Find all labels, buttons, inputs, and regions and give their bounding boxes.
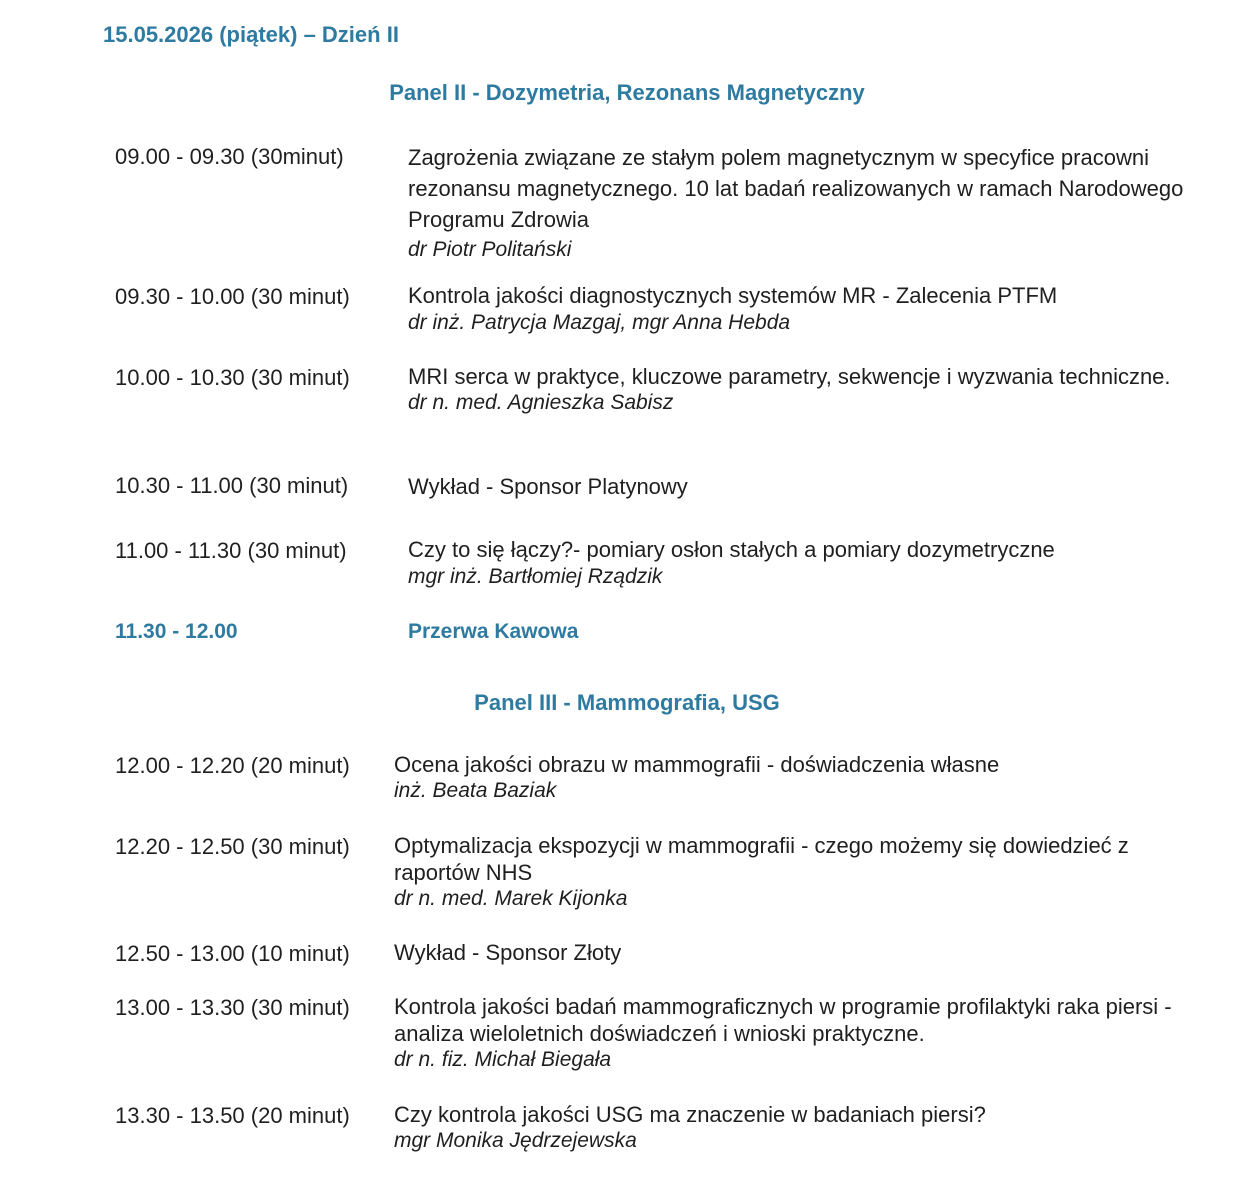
session-content [394, 1101, 1202, 1153]
session-time: 13.00 - 13.30 (30 minut) [115, 995, 350, 1020]
session-time: 11.00 - 11.30 (30 minut) [115, 538, 347, 563]
session-speaker: dr inż. Patrycja Mazgaj, mgr Anna Hebda [408, 311, 791, 334]
session-time: 13.30 - 13.50 (20 minut) [115, 1103, 350, 1128]
session-content [394, 939, 1202, 966]
session-content [394, 993, 1202, 1072]
panel-2-title: Panel II - Dozymetria, Rezonans Magnetyczny [389, 80, 865, 105]
session-content [394, 751, 1202, 803]
session-time: 12.50 - 13.00 (10 minut) [115, 941, 350, 966]
session-title: Ocena jakości obrazu w mammografii - doświadczenia własne [394, 752, 1000, 777]
session-content [408, 282, 1202, 336]
session-speaker: dr n. fiz. Michał Biegała [394, 1048, 612, 1071]
session-content [408, 363, 1202, 416]
session-title: Wykład - Sponsor Platynowy [408, 474, 688, 499]
session-time: 09.00 - 09.30 (30minut) [115, 144, 344, 169]
session-title: Kontrola jakości badań mammograficznych w programie profilaktyki raka piersi - analiza wieloletnich doświadczeń i wnioski praktyczne. [394, 994, 1172, 1046]
session-speaker: inż. Beata Baziak [394, 779, 557, 802]
session-speaker: mgr Monika Jędrzejewska [394, 1129, 637, 1152]
coffee-break-time: 11.30 - 12.00 [115, 620, 238, 643]
session-speaker: dr n. med. Marek Kijonka [394, 887, 628, 910]
session-content [408, 536, 1202, 590]
coffee-break-content [408, 617, 1202, 647]
session-content [394, 832, 1202, 911]
session-time: 10.30 - 11.00 (30 minut) [115, 473, 349, 498]
session-speaker: dr Piotr Politański [408, 238, 572, 261]
session-title: Wykład - Sponsor Złoty [394, 940, 622, 965]
session-content [408, 471, 1202, 502]
session-time: 09.30 - 10.00 (30 minut) [115, 284, 350, 309]
day-heading: 15.05.2026 (piątek) – Dzień II [103, 22, 399, 47]
session-title: Optymalizacja ekspozycji w mammografii - czego możemy się dowiedzieć z raportów NHS [394, 833, 1129, 885]
session-title: MRI serca w praktyce, kluczowe parametry, sekwencje i wyzwania techniczne. [408, 364, 1171, 389]
session-time: 12.20 - 12.50 (30 minut) [115, 834, 350, 859]
session-title: Czy kontrola jakości USG ma znaczenie w badaniach piersi? [394, 1102, 986, 1127]
session-speaker: mgr inż. Bartłomiej Rządzik [408, 565, 663, 588]
session-title: Czy to się łączy?- pomiary osłon stałych a pomiary dozymetryczne [408, 537, 1055, 562]
session-speaker: dr n. med. Agnieszka Sabisz [408, 391, 674, 414]
panel-3-title: Panel III - Mammografia, USG [474, 690, 780, 715]
session-title: Kontrola jakości diagnostycznych systemów MR - Zalecenia PTFM [408, 283, 1058, 308]
session-time: 12.00 - 12.20 (20 minut) [115, 753, 350, 778]
session-content [408, 142, 1202, 264]
session-time: 10.00 - 10.30 (30 minut) [115, 365, 350, 390]
coffee-break-label: Przerwa Kawowa [408, 620, 579, 643]
session-title: Zagrożenia związane ze stałym polem magnetycznym w specyfice pracowni rezonansu magnetycznego. 10 lat badań realizowanych w ramach Narodowego Programu Zdrowia [408, 145, 1184, 232]
